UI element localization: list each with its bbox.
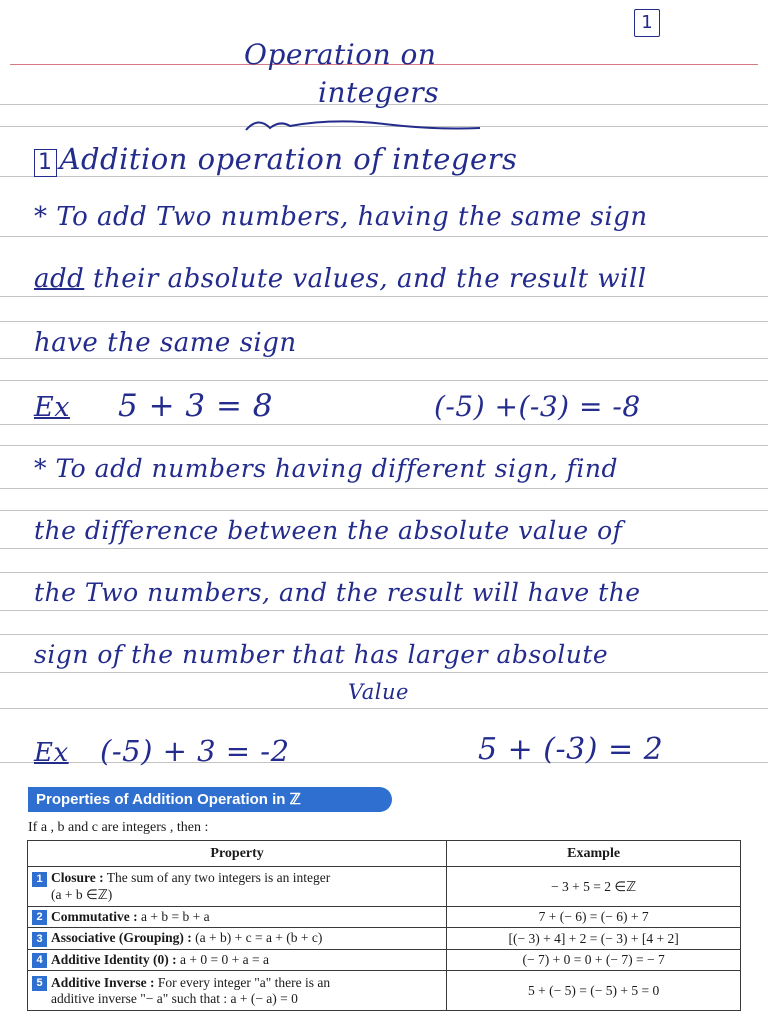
property-name: Closure : [51, 870, 104, 886]
table-row [28, 907, 741, 928]
property-description: (a + b) + c = a + (b + c) [195, 930, 323, 946]
underlined-word: add [34, 264, 85, 294]
ruled-line [0, 510, 768, 511]
example-1-expression-b: (-5) +(-3) = -8 [434, 390, 641, 423]
example-1-expression-a: 5 + 3 = 8 [118, 388, 274, 424]
property-description: For every integer "a" there is an [157, 974, 331, 990]
example-cell: − 3 + 5 = 2 ∈ℤ [447, 867, 741, 907]
page-title-line1: Operation on [244, 38, 437, 71]
page-number: 1 [634, 9, 660, 37]
ruled-line [0, 296, 768, 297]
table-row [28, 928, 741, 949]
property-number-badge: 4 [32, 953, 47, 968]
ruled-line [0, 321, 768, 322]
property-name: Associative (Grouping) : [51, 930, 192, 946]
example-2-label: Ex [34, 738, 69, 768]
table-row [28, 867, 741, 907]
rule-different-sign-line1: * To add numbers having different sign, find [34, 454, 618, 483]
property-cell [28, 928, 447, 949]
ruled-line [0, 672, 768, 673]
table-row [28, 971, 741, 1011]
property-name: Commutative : [51, 909, 138, 924]
rule-same-sign-line3: have the same sign [34, 328, 297, 358]
property-cell [28, 907, 447, 928]
section-number: 1 [34, 149, 57, 177]
rule-different-sign-line5: Value [348, 680, 409, 704]
ruled-line [0, 358, 768, 359]
ruled-line [0, 424, 768, 425]
example-cell: 7 + (− 6) = (− 6) + 7 [447, 907, 741, 928]
property-description: The sum of any two integers is an integer [106, 870, 331, 886]
rule-same-sign-line2 [34, 264, 647, 294]
property-description: a + 0 = 0 + a = a [180, 951, 269, 967]
section-heading-text: Addition operation of integers [59, 142, 518, 176]
rule-same-sign-line2-rest: their absolute values, and the result will [84, 264, 647, 294]
table-header-row [28, 841, 741, 867]
ruled-line [0, 610, 768, 611]
rule-same-sign-line1: * To add Two numbers, having the same sign [34, 202, 648, 232]
property-cell [28, 867, 447, 907]
property-description-cont: (a + b ∈ℤ) [51, 886, 113, 902]
property-number-badge: 1 [32, 872, 47, 887]
ruled-line [0, 548, 768, 549]
property-number-badge: 5 [32, 976, 47, 991]
property-name: Additive Identity (0) : [51, 951, 177, 967]
rule-different-sign-line4: sign of the number that has larger absolute [34, 640, 609, 669]
column-header-example: Example [447, 841, 741, 867]
example-cell: (− 7) + 0 = 0 + (− 7) = − 7 [447, 949, 741, 970]
rule-different-sign-line3: the Two numbers, and the result will have the [34, 578, 641, 607]
property-number-badge: 2 [32, 910, 47, 925]
example-cell: [(− 3) + 4] + 2 = (− 3) + [4 + 2] [447, 928, 741, 949]
ruled-line [0, 236, 768, 237]
properties-table [27, 840, 741, 1011]
property-name: Additive Inverse : [51, 974, 155, 990]
ruled-line [0, 708, 768, 709]
column-header-property: Property [28, 841, 447, 867]
example-1-label: Ex [34, 392, 70, 423]
page-title-line2: integers [318, 76, 440, 109]
ruled-line [0, 380, 768, 381]
property-description: a + b = b + a [140, 909, 210, 924]
property-description-cont: additive inverse "− a" such that : a + (− a) = 0 [51, 990, 298, 1006]
ruled-line [0, 488, 768, 489]
property-cell [28, 971, 447, 1011]
properties-banner: Properties of Addition Operation in ℤ [28, 787, 392, 812]
ruled-line [0, 634, 768, 635]
title-underline-squiggle [244, 116, 484, 136]
example-cell: 5 + (− 5) = (− 5) + 5 = 0 [447, 971, 741, 1011]
example-2-expression-a: (-5) + 3 = -2 [100, 734, 290, 768]
table-row [28, 949, 741, 970]
ruled-line [0, 572, 768, 573]
rule-different-sign-line2: the difference between the absolute value of [34, 516, 623, 545]
property-number-badge: 3 [32, 932, 47, 947]
section-heading [34, 142, 517, 177]
example-2-expression-b: 5 + (-3) = 2 [478, 732, 664, 767]
ruled-line [0, 445, 768, 446]
property-cell [28, 949, 447, 970]
properties-intro: If a , b and c are integers , then : [28, 820, 209, 835]
